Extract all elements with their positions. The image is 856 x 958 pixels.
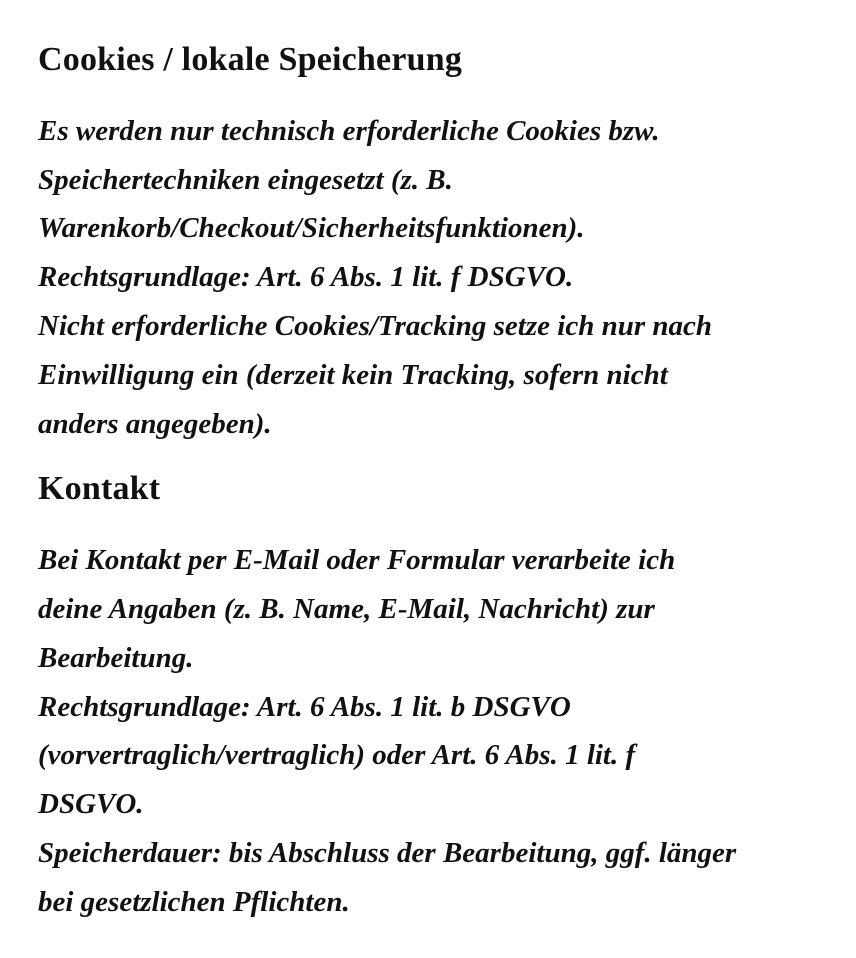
section-body-cookies bbox=[38, 107, 820, 449]
body-line: Nicht erforderliche Cookies/Tracking setze ich nur nach bbox=[38, 309, 712, 342]
body-line: Warenkorb/Checkout/Sicherheitsfunktionen). bbox=[38, 212, 585, 245]
body-line: anders angegeben). bbox=[38, 407, 272, 440]
body-line: Bearbeitung. bbox=[38, 641, 194, 674]
body-line: bei gesetzlichen Pflichten. bbox=[38, 885, 350, 918]
body-line: Bei Kontakt per E-Mail oder Formular verarbeite ich bbox=[38, 544, 676, 577]
body-line: Rechtsgrundlage: Art. 6 Abs. 1 lit. b DSGVO bbox=[38, 690, 571, 723]
section-heading-cookies: Cookies / lokale Speicherung bbox=[38, 41, 463, 78]
body-line: Einwilligung ein (derzeit kein Tracking, sofern nicht bbox=[38, 358, 668, 391]
section-cookies bbox=[38, 40, 820, 448]
section-body-contact bbox=[38, 536, 820, 926]
body-line: (vorvertraglich/vertraglich) oder Art. 6 Abs. 1 lit. f bbox=[38, 739, 636, 772]
section-contact bbox=[38, 469, 820, 926]
body-line: deine Angaben (z. B. Name, E-Mail, Nachricht) zur bbox=[38, 592, 655, 625]
body-line: Es werden nur technisch erforderliche Cookies bzw. bbox=[38, 114, 660, 147]
body-line: Speichertechniken eingesetzt (z. B. bbox=[38, 163, 453, 196]
body-line: DSGVO. bbox=[38, 788, 144, 821]
section-heading-contact: Kontakt bbox=[38, 470, 161, 508]
body-line: Speicherdauer: bis Abschluss der Bearbeitung, ggf. länger bbox=[38, 836, 737, 869]
body-line: Rechtsgrundlage: Art. 6 Abs. 1 lit. f DSGVO. bbox=[38, 261, 574, 294]
